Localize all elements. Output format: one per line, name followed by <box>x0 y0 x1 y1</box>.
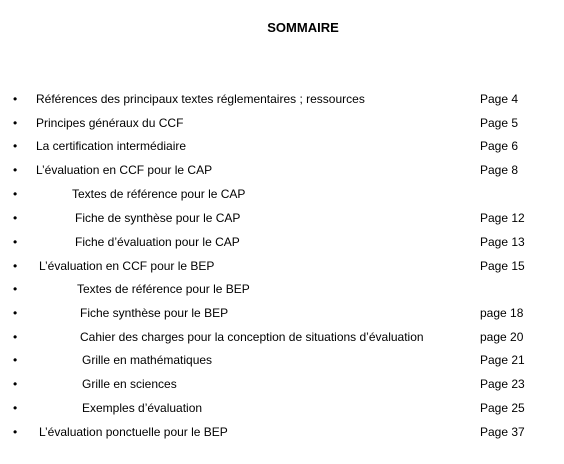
toc-entry <box>0 400 564 416</box>
toc-entry <box>0 281 564 297</box>
bullet-icon: • <box>13 282 18 296</box>
toc-entry-label: Fiche synthèse pour le BEP <box>80 306 229 320</box>
toc-entry-page: Page 23 <box>480 377 525 391</box>
bullet-icon: • <box>13 92 18 106</box>
page-title: SOMMAIRE <box>267 20 339 35</box>
toc-entry-page: page 18 <box>480 306 524 320</box>
toc-entry-label: Grille en mathématiques <box>82 353 213 367</box>
toc-entry-label: Cahier des charges pour la conception de situations d’évaluation <box>80 330 424 344</box>
toc-entry <box>0 352 564 368</box>
toc-entry <box>0 305 564 321</box>
toc-entry-page: Page 8 <box>480 163 519 177</box>
toc-entry-page: Page 25 <box>480 401 525 415</box>
toc-entry-label: Principes généraux du CCF <box>36 116 184 130</box>
bullet-icon: • <box>13 211 18 225</box>
toc-entry <box>0 258 564 274</box>
toc-entry-label: Textes de référence pour le BEP <box>77 282 250 296</box>
toc-entry-page: Page 6 <box>480 139 519 153</box>
toc-entry-label: L’évaluation en CCF pour le CAP <box>36 163 213 177</box>
toc-entry-label: La certification intermédiaire <box>36 139 187 153</box>
toc-entry-label: Fiche d’évaluation pour le CAP <box>75 235 240 249</box>
bullet-icon: • <box>13 377 18 391</box>
toc-entry-page: Page 12 <box>480 211 525 225</box>
toc-entry-label: L’évaluation ponctuelle pour le BEP <box>39 425 228 439</box>
toc-entry <box>0 234 564 250</box>
toc-entry-page: Page 37 <box>480 425 525 439</box>
bullet-icon: • <box>13 425 18 439</box>
toc-entry-label: Grille en sciences <box>82 377 177 391</box>
toc-entry <box>0 162 564 178</box>
toc-entry <box>0 186 564 202</box>
toc-entry-label: L’évaluation en CCF pour le BEP <box>39 259 215 273</box>
toc-entry-label: Fiche de synthèse pour le CAP <box>75 211 241 225</box>
toc-entry <box>0 329 564 345</box>
toc-entry <box>0 376 564 392</box>
bullet-icon: • <box>13 163 18 177</box>
toc-entry <box>0 91 564 107</box>
bullet-icon: • <box>13 401 18 415</box>
bullet-icon: • <box>13 259 18 273</box>
toc-entry-label: Références des principaux textes réglementaires ; ressources <box>36 92 365 106</box>
toc-entry <box>0 115 564 131</box>
bullet-icon: • <box>13 306 18 320</box>
toc-entry <box>0 210 564 226</box>
toc-entry-page: Page 21 <box>480 353 525 367</box>
bullet-icon: • <box>13 235 18 249</box>
toc-entry-page: Page 15 <box>480 259 525 273</box>
bullet-icon: • <box>13 116 18 130</box>
toc-entry <box>0 424 564 440</box>
toc-entry-page: page 20 <box>480 330 524 344</box>
toc-entry-label: Textes de référence pour le CAP <box>72 187 246 201</box>
bullet-icon: • <box>13 139 18 153</box>
bullet-icon: • <box>13 353 18 367</box>
toc-entry-label: Exemples d’évaluation <box>82 401 203 415</box>
toc-entry-page: Page 13 <box>480 235 525 249</box>
bullet-icon: • <box>13 187 18 201</box>
toc-entry-page: Page 5 <box>480 116 519 130</box>
toc-entry <box>0 138 564 154</box>
bullet-icon: • <box>13 330 18 344</box>
toc-entry-page: Page 4 <box>480 92 519 106</box>
